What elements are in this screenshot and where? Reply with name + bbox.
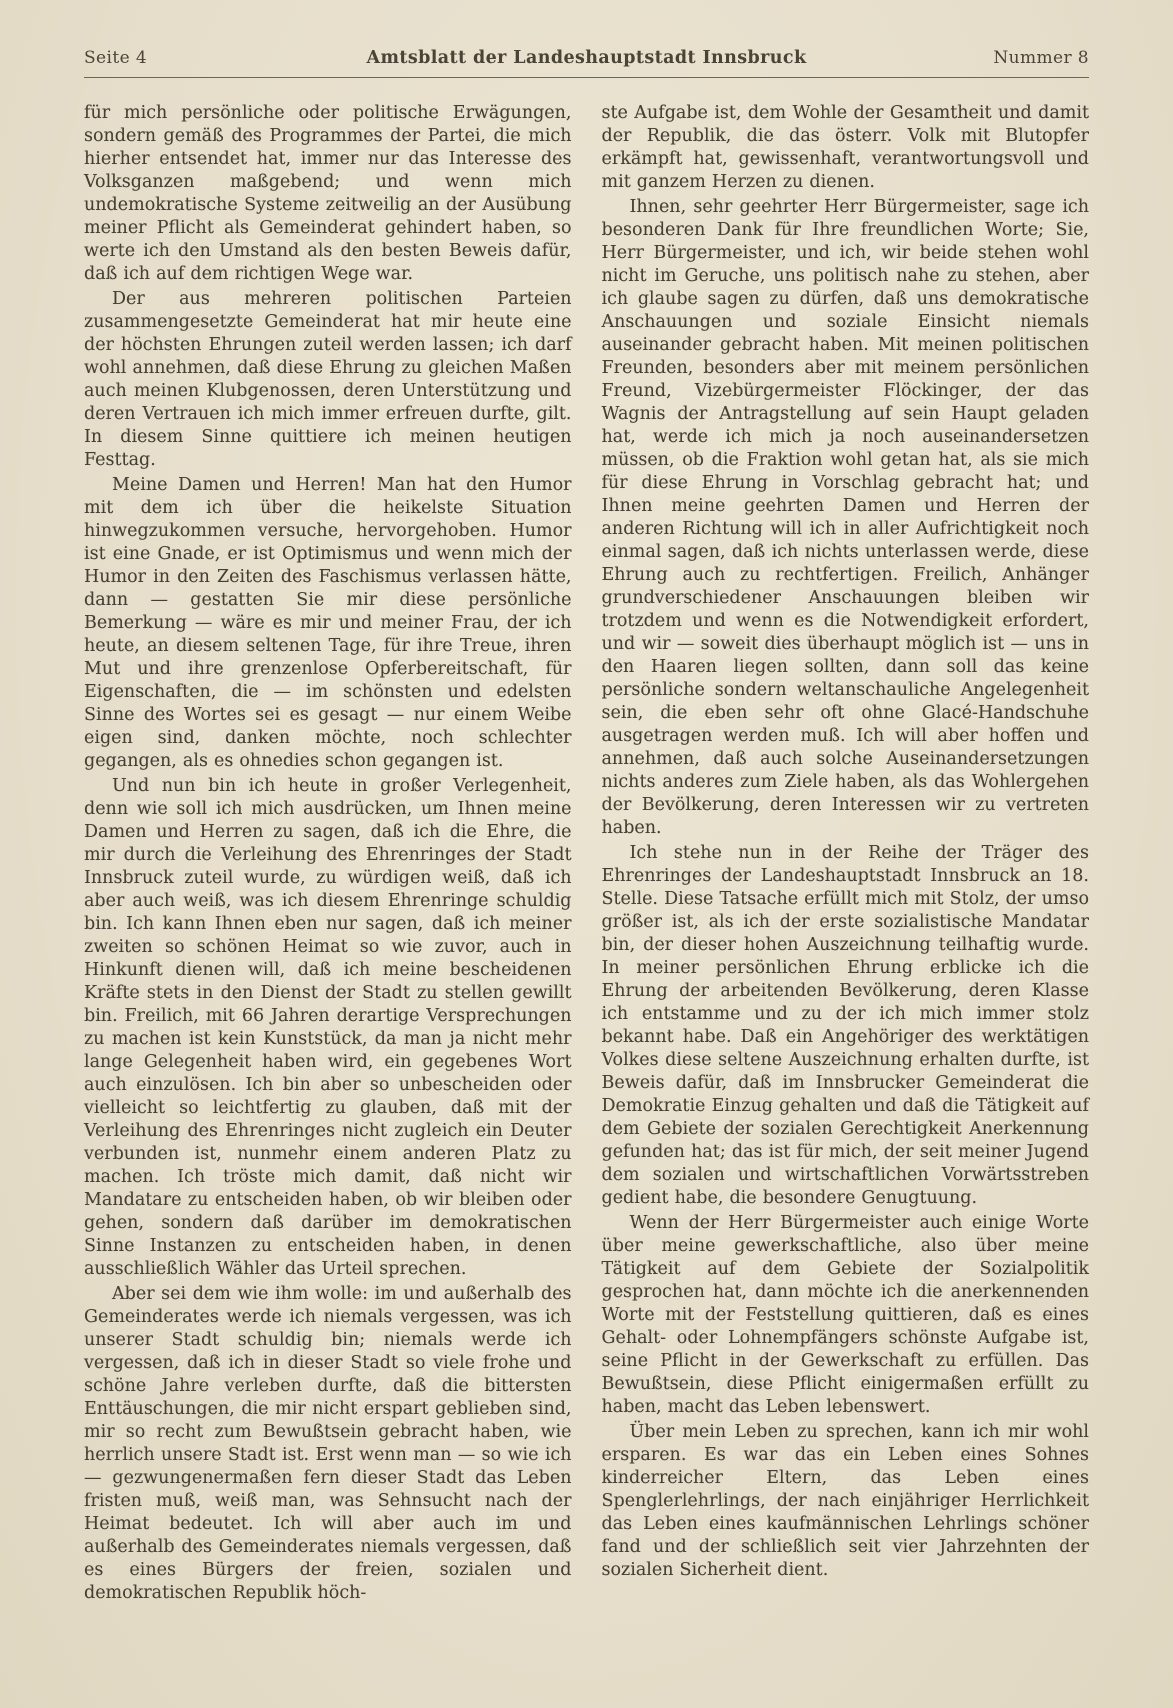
paragraph: ste Aufgabe ist, dem Wohle der Gesamtheit und damit der Republik, die das österr. Volk mit Blutopfer erkämpft hat, gewissenhaft, verantwortungsvoll und mit ganzem Herzen zu dienen. [601,103,1089,192]
paragraph: Wenn der Herr Bürgermeister auch einige Worte über meine gewerkschaftliche, also über meine Tätigkeit auf dem Gebiete der Sozialpolitik gesprochen hat, dann möchte ich die anerkennenden Worte mit der Feststellung quittieren, daß es eines Gehalt- oder Lohnempfängers schönste Aufgabe ist, seine Pflicht in der Gewerkschaft zu erfüllen. Das Bewußtsein, diese Pflicht einigermaßen erfüllt zu haben, macht das Leben lebenswert. [601,1213,1089,1417]
paragraph: Ihnen, sehr geehrter Herr Bürgermeister, sage ich besonderen Dank für Ihre freundlichen Worte; Sie, Herr Bürgermeister, und ich, wir beide stehen wohl nicht im Geruche, uns politisch nahe zu stehen, aber ich glaube sagen zu dürfen, daß uns demokratische Anschauungen und soziale Einsicht niemals auseinander gebracht haben. Mit meinen politischen Freunden, besonders aber mit meinem persönlichen Freund, Vizebürgermeister Flöckinger, der das Wagnis der Antragstellung auf sein Haupt geladen hat, werde ich mich ja noch auseinandersetzen müssen, ob die Fraktion wohl getan hat, als sie mich für diese Ehrung in Vorschlag gebracht hat; und Ihnen meine geehrten Damen und Herren der anderen Richtung will ich in aller Aufrichtigkeit noch einmal sagen, daß ich nichts unterlassen werde, diese Ehrung auch zu rechtfertigen. Freilich, Anhänger grundverschiedener Anschauungen bleiben wir trotzdem und wenn es die Notwendigkeit erfordert, und wir — soweit dies überhaupt möglich ist — uns in den Haaren liegen sollten, dann soll das keine persönliche sondern weltanschauliche Angelegenheit sein, die eben sehr oft ohne Glacé-Handschuhe ausgetragen werden muß. Ich will aber hoffen und annehmen, daß auch solche Auseinandersetzungen nichts anderes zum Ziele haben, als das Wohlergehen der Bevölkerung, deren Interessen wir zu vertreten haben. [601,197,1089,838]
running-head [84,48,1089,68]
header-rule [84,77,1089,78]
paragraph: Aber sei dem wie ihm wolle: im und außerhalb des Gemeinderates werde ich niemals vergessen, was ich unserer Stadt schuldig bin; niemals werde ich vergessen, daß ich in dieser Stadt so viele frohe und schöne Jahre verleben durfte, daß die bittersten Enttäuschungen, die mir nicht erspart geblieben sind, mir so recht zum Bewußtsein gebracht haben, wie herrlich unsere Stadt ist. Erst wenn man — so wie ich — gezwungenermaßen fern dieser Stadt das Leben fristen muß, weiß man, was Sehnsucht nach der Heimat bedeutet. Ich will aber auch im und außerhalb des Gemeinderates niemals vergessen, daß es eines Bürgers der freien, sozialen und demokratischen Republik höch- [84,1284,572,1603]
left-column [84,102,572,1605]
paragraph: Ich stehe nun in der Reihe der Träger des Ehrenringes der Landeshauptstadt Innsbruck an 18. Stelle. Diese Tatsache erfüllt mich mit Stolz, der umso größer ist, als ich der erste sozialistische Mandatar bin, der dieser hohen Auszeichnung teilhaftig wurde. In meiner persönlichen Ehrung erblicke ich die Ehrung der arbeitenden Bevölkerung, deren Klasse ich entstamme und zu der ich mich immer stolz bekannt habe. Daß ein Angehöriger des werktätigen Volkes diese seltene Auszeichnung erhalten durfte, ist Beweis dafür, daß im Innsbrucker Gemeinderat die Demokratie Einzug gehalten und daß die Tätigkeit auf dem Gebiete der sozialen Gerechtigkeit Anerkennung gefunden hat; das ist für mich, der seit meiner Jugend dem sozialen und wirtschaftlichen Vorwärtsstreben gedient habe, die besondere Genugtuung. [601,843,1089,1208]
paragraph: Meine Damen und Herren! Man hat den Humor mit dem ich über die heikelste Situation hinwegzukommen versuche, hervorgehoben. Humor ist eine Gnade, er ist Optimismus und wenn mich der Humor in den Zeiten des Faschismus verlassen hätte, dann — gestatten Sie mir diese persönliche Bemerkung — wäre es mir und meiner Frau, der ich heute, an diesem seltenen Tage, für ihre Treue, ihren Mut und ihre grenzenlose Opferbereitschaft, für Eigenschaften, die — im schönsten und edelsten Sinne des Wortes sei es gesagt — nur einem Weibe eigen sind, danken möchte, noch schlechter gegangen, als es ohnedies schon gegangen ist. [84,475,572,771]
right-column [602,102,1090,1605]
text-columns [84,102,1089,1605]
paragraph: Der aus mehreren politischen Parteien zusammengesetzte Gemeinderat hat mir heute eine der höchsten Ehrungen zuteil werden lassen; ich darf wohl annehmen, daß diese Ehrung zu gleichen Maßen auch meinen Klubgenossen, deren Unterstützung und deren Vertrauen ich mich immer erfreuen durfte, gilt. In diesem Sinne quittiere ich meinen heutigen Festtag. [84,289,572,470]
page-number-label: Seite 4 [84,48,148,68]
paragraph: Und nun bin ich heute in großer Verlegenheit, denn wie soll ich mich ausdrücken, um Ihnen meine Damen und Herren zu sagen, daß ich die Ehre, die mir durch die Verleihung des Ehrenringes der Stadt Innsbruck zuteil wurde, zu würdigen weiß, daß ich aber auch weiß, was ich diesem Ehrenringe schuldig bin. Ich kann Ihnen eben nur sagen, daß ich meiner zweiten so schönen Heimat so wie zuvor, auch in Hinkunft dienen will, daß ich meine bescheidenen Kräfte stets in den Dienst der Stadt zu stellen gewillt bin. Freilich, mit 66 Jahren derartige Versprechungen zu machen ist kein Kunststück, da man ja nicht mehr lange Gelegenheit haben wird, ein gegebenes Wort auch einzulösen. Ich bin aber so unbescheiden oder vielleicht so leichtfertig zu glauben, daß mit der Verleihung des Ehrenringes nicht zugleich ein Deuter verbunden ist, nunmehr einem anderen Platz zu machen. Ich tröste mich damit, daß nicht wir Mandatare zu entscheiden haben, ob wir bleiben oder gehen, sondern daß darüber im demokratischen Sinne Instanzen zu entscheiden haben, in denen ausschließlich Wähler das Urteil sprechen. [84,776,572,1279]
paragraph: Über mein Leben zu sprechen, kann ich mir wohl ersparen. Es war das ein Leben eines Sohnes kinderreicher Eltern, das Leben eines Spenglerlehrlings, der nach einjähriger Herrlichkeit das Leben eines kaufmännischen Lehrlings schöner fand und der schließlich seit vier Jahrzehnten der sozialen Sicherheit dient. [601,1422,1089,1580]
page-title: Amtsblatt der Landeshauptstadt Innsbruck [366,48,807,68]
paragraph: für mich persönliche oder politische Erwägungen, sondern gemäß des Programmes der Partei, die mich hierher entsendet hat, immer nur das Interesse des Volksganzen maßgebend; und wenn mich undemokratische Systeme zeitweilig an der Ausübung meiner Pflicht als Gemeinderat gehindert haben, so werte ich den Umstand als den besten Beweis dafür, daß ich auf dem richtigen Wege war. [84,103,572,284]
issue-number-label: Nummer 8 [993,48,1089,68]
